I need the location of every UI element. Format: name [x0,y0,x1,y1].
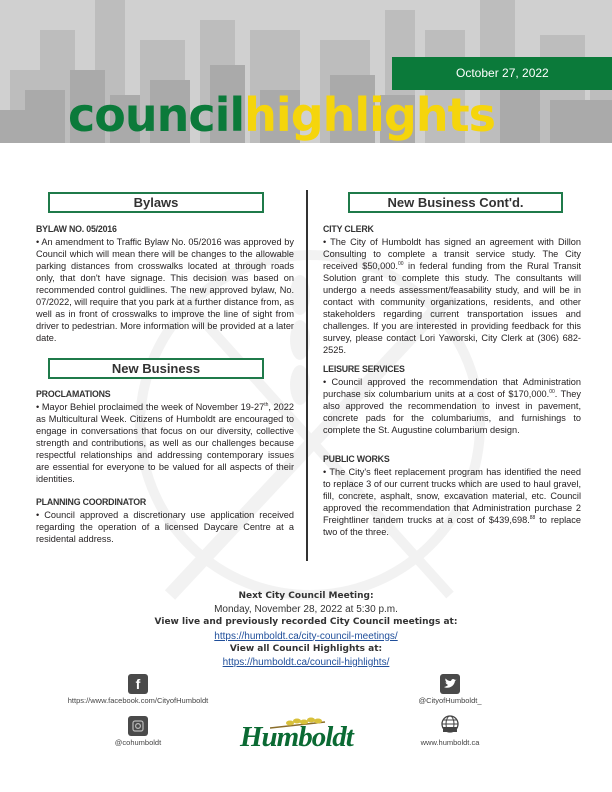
facebook-icon[interactable]: f [128,674,148,694]
city-clerk-text-b: in federal funding from the Rural Transit Solution grant to complete this study. The consultants will undergo a needs assessment/feasability study, and will be in contact with community organizations, residents, and other stakeholders regarding current transportation issues and challenges. If you are interested in providing feedback for this survey, please contact Lori Yaworski, City Clerk at (306) 682-2525. [323,261,581,356]
proclamations-section [36,389,294,485]
bylaws-heading-text: Bylaws [133,195,179,210]
leisure-text-b: . They also approved the recommendation to invest in pavement, concrete pads for the columbariums, and furnishings to complete the St. Augustine columbarium design. [323,389,581,436]
city-clerk-text [323,236,581,356]
public-works-text-b: to replace two of the three. [323,515,581,538]
planning-subheading: PLANNING COORDINATOR [36,497,147,507]
bylaws-heading [48,192,264,213]
twitter-link[interactable] [410,674,490,705]
bylaw-section [36,224,294,344]
city-clerk-subheading: CITY CLERK [323,224,374,234]
view-live-label: View live and previously recorded City Council meetings at: [154,617,458,628]
leisure-subheading: LEISURE SERVICES [323,364,405,374]
cents-superscript: 00 [549,389,555,396]
council-highlights-link[interactable]: https://humboldt.ca/council-highlights/ [222,657,390,669]
city-clerk-text-a: • The City of Humboldt has signed an agreement with Dillon Consulting to complete a transit service study. The City received $50,000. [323,237,581,272]
view-highlights-label: View all Council Highlights at: [229,643,383,654]
twitter-icon[interactable] [440,674,460,694]
new-business-heading [48,358,264,379]
city-clerk-section [323,224,581,356]
new-business-contd-heading-text: New Business Cont'd. [387,195,524,210]
public-works-section [323,454,581,538]
facebook-label[interactable]: https://www.facebook.com/CityofHumboldt [67,696,209,705]
logo-text: Humboldt [240,721,353,753]
humboldt-logo [240,716,372,753]
planning-text: • Council approved a discretionary use application received regarding the operation of a licensed Daycare Centre at a residental address. [36,510,294,545]
public-works-text [323,466,581,538]
bylaw-text: • An amendment to Traffic Bylaw No. 05/2016 was approved by Council which will mean there will be changes to the allowable parking distances from crosswalks located at through roads only, that don't have signage. This decision was based on recommended control guidlines. The new approved bylaw, No. 07/2022, will require that you park at a further distance from, as well as in front of crosswalks to improve the line of sight from driver to pedestrian. More information will be provided at a later date. [36,237,294,344]
title-highlights: highlights [244,88,495,142]
publication-date: October 27, 2022 [456,66,549,80]
public-works-text-a: • The City's fleet replacement program has identified the need to replace 3 of our current trucks which are used to haul gravel, fill, concrete, asphalt, snow, excavation material, etc. Council approved the recommendation that Administration purchase 2 Freightliner tandem trucks at a cost of $439,698. [323,467,581,526]
instagram-label[interactable]: @cohumboldt [114,738,162,747]
planning-section [36,497,294,545]
page-title [68,88,495,142]
leisure-section [323,364,581,436]
website-label[interactable]: www.humboldt.ca [420,738,480,747]
instagram-icon[interactable] [128,716,148,736]
facebook-link[interactable] [62,674,214,705]
website-link[interactable] [410,714,490,747]
next-meeting-date: Monday, November 28, 2022 at 5:30 p.m. [214,604,398,616]
title-council: council [68,88,245,142]
new-business-heading-text: New Business [111,361,201,376]
next-meeting-label: Next City Council Meeting: [238,591,374,601]
leisure-text-a: • Council approved the recommendation that Administration purchase six columbarium units at a cost of $170,000. [323,377,581,400]
cents-superscript: 00 [397,261,404,268]
ordinal-suffix: th [264,402,269,408]
new-business-contd-heading [348,192,563,213]
proclamations-text-b: , 2022 as Multicultural Week. Citizens of Humboldt are encouraged to engage in conversations that focus on our diversity, collective strength and contributions, as well as our challenges because respectful relationships and addressing contemporary issues are essential for everyone to be valued for all aspects of their identities. [36,402,295,485]
cents-superscript: 88 [529,515,536,522]
meeting-info [0,590,612,669]
globe-icon[interactable] [440,714,460,736]
proclamations-text-a: • Mayor Behiel proclaimed the week of November 19-27 [36,402,265,412]
instagram-link[interactable] [98,716,178,747]
twitter-label[interactable]: @CityofHumboldt_ [418,696,482,705]
header-banner [0,0,612,143]
proclamations-text [36,401,294,485]
column-divider [306,190,308,561]
date-banner [392,57,612,90]
public-works-subheading: PUBLIC WORKS [323,454,390,464]
leisure-text [323,376,581,436]
council-meetings-link[interactable]: https://humboldt.ca/city-council-meetings/ [214,630,398,642]
proclamations-subheading: PROCLAMATIONS [36,389,111,399]
bylaw-subheading: BYLAW NO. 05/2016 [36,224,117,234]
